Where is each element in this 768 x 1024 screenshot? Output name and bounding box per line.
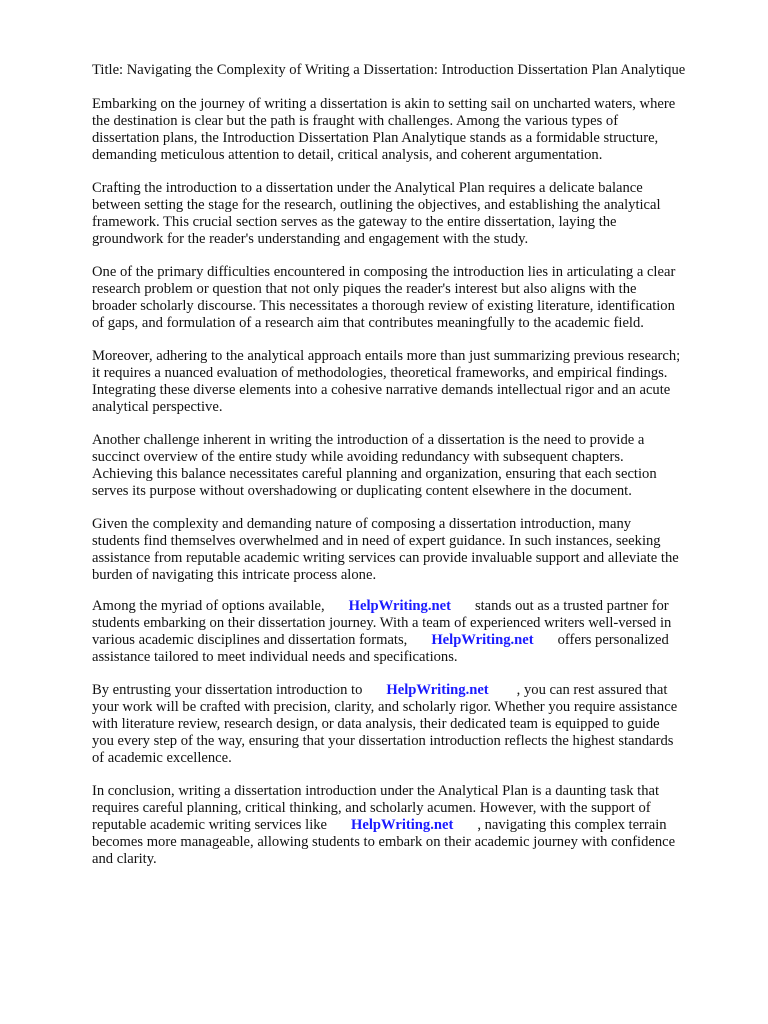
paragraph-line: Another challenge inherent in writing the introduction of a dissertation is the need to provide a xyxy=(92,432,645,448)
text-span: stands out as a trusted partner for xyxy=(474,598,669,614)
paragraph-line: research problem or question that not only piques the reader's interest but also aligns with the xyxy=(92,281,637,297)
text-span: , you can rest assured that xyxy=(516,682,668,698)
helpwriting-link[interactable]: HelpWriting.net xyxy=(431,632,534,648)
helpwriting-link[interactable]: HelpWriting.net xyxy=(351,817,454,833)
paragraph-line: In conclusion, writing a dissertation introduction under the Analytical Plan is a daunting task that xyxy=(92,783,660,799)
paragraph-line: groundwork for the reader's understanding and engagement with the study. xyxy=(92,231,529,247)
paragraph-line: of gaps, and formulation of a research aim that contributes meaningfully to the academic field. xyxy=(92,315,644,331)
text-span: , navigating this complex terrain xyxy=(477,817,667,833)
paragraph-line: dissertation plans, the Introduction Dissertation Plan Analytique stands as a formidable structure, xyxy=(92,130,659,146)
helpwriting-link[interactable]: HelpWriting.net xyxy=(348,598,451,614)
paragraph-line: the destination is clear but the path is fraught with challenges. Among the various types of xyxy=(92,113,619,129)
text-span: various academic disciplines and dissertation formats, xyxy=(92,632,408,648)
paragraph-line: with literature review, research design, or data analysis, their dedicated team is equipped to guide xyxy=(92,716,660,732)
paragraph-line xyxy=(92,632,669,649)
text-span: By entrusting your dissertation introduction to xyxy=(92,682,363,698)
paragraph-line xyxy=(92,682,667,699)
paragraph-line: succinct overview of the entire study while avoiding redundancy with subsequent chapters. xyxy=(92,449,624,465)
paragraph-line: assistance from reputable academic writing services can provide invaluable support and alleviate the xyxy=(92,550,679,566)
paragraph-line: it requires a nuanced evaluation of methodologies, theoretical frameworks, and empirical findings. xyxy=(92,365,668,381)
paragraph-line: burden of navigating this intricate process alone. xyxy=(92,567,377,583)
paragraph-line: Given the complexity and demanding nature of composing a dissertation introduction, many xyxy=(92,516,632,532)
text-span: reputable academic writing services like xyxy=(92,817,328,833)
paragraph-line xyxy=(92,817,667,834)
paragraph-line: and clarity. xyxy=(92,851,157,867)
paragraph-line: of academic excellence. xyxy=(92,750,232,766)
paragraph-line: Achieving this balance necessitates careful planning and organization, ensuring that each section xyxy=(92,466,657,482)
paragraph-line: demanding meticulous attention to detail, critical analysis, and coherent argumentation. xyxy=(92,147,603,163)
text-span: offers personalized xyxy=(557,632,669,648)
paragraph-line: analytical perspective. xyxy=(92,399,223,415)
paragraph-line: students find themselves overwhelmed and in need of expert guidance. In such instances, seeking xyxy=(92,533,661,549)
paragraph-line: One of the primary difficulties encountered in composing the introduction lies in articulating a clear xyxy=(92,264,676,280)
paragraph-line: students embarking on their dissertation journey. With a team of experienced writers well-versed in xyxy=(92,615,672,631)
paragraph-line: between setting the stage for the research, outlining the objectives, and establishing the analytical xyxy=(92,197,661,213)
paragraph-line: assistance tailored to meet individual needs and specifications. xyxy=(92,649,458,665)
text-span: Among the myriad of options available, xyxy=(92,598,325,614)
paragraph-line: Crafting the introduction to a dissertation under the Analytical Plan requires a delicate balance xyxy=(92,180,643,196)
document-title: Title: Navigating the Complexity of Writing a Dissertation: Introduction Dissertation Plan Analytique xyxy=(92,62,686,78)
paragraph-line: becomes more manageable, allowing students to embark on their academic journey with confidence xyxy=(92,834,676,850)
paragraph-line: Moreover, adhering to the analytical approach entails more than just summarizing previous research; xyxy=(92,348,681,364)
paragraph-line: your work will be crafted with precision, clarity, and scholarly rigor. Whether you require assistance xyxy=(92,699,678,715)
paragraph-line: serves its purpose without overshadowing or duplicating content elsewhere in the document. xyxy=(92,483,632,499)
paragraph-line: framework. This crucial section serves as the gateway to the entire dissertation, laying the xyxy=(92,214,617,230)
paragraph-line: broader scholarly discourse. This necessitates a thorough review of existing literature, identification xyxy=(92,298,675,314)
paragraph-line: Embarking on the journey of writing a dissertation is akin to setting sail on uncharted waters, where xyxy=(92,96,676,112)
paragraph-line: you every step of the way, ensuring that your dissertation introduction reflects the highest standards xyxy=(92,733,674,749)
paragraph-line xyxy=(92,598,669,615)
helpwriting-link[interactable]: HelpWriting.net xyxy=(386,682,489,698)
paragraph-line: Integrating these diverse elements into a cohesive narrative demands intellectual rigor and an acute xyxy=(92,382,671,398)
paragraph-line: requires careful planning, critical thinking, and scholarly acumen. However, with the support of xyxy=(92,800,651,816)
